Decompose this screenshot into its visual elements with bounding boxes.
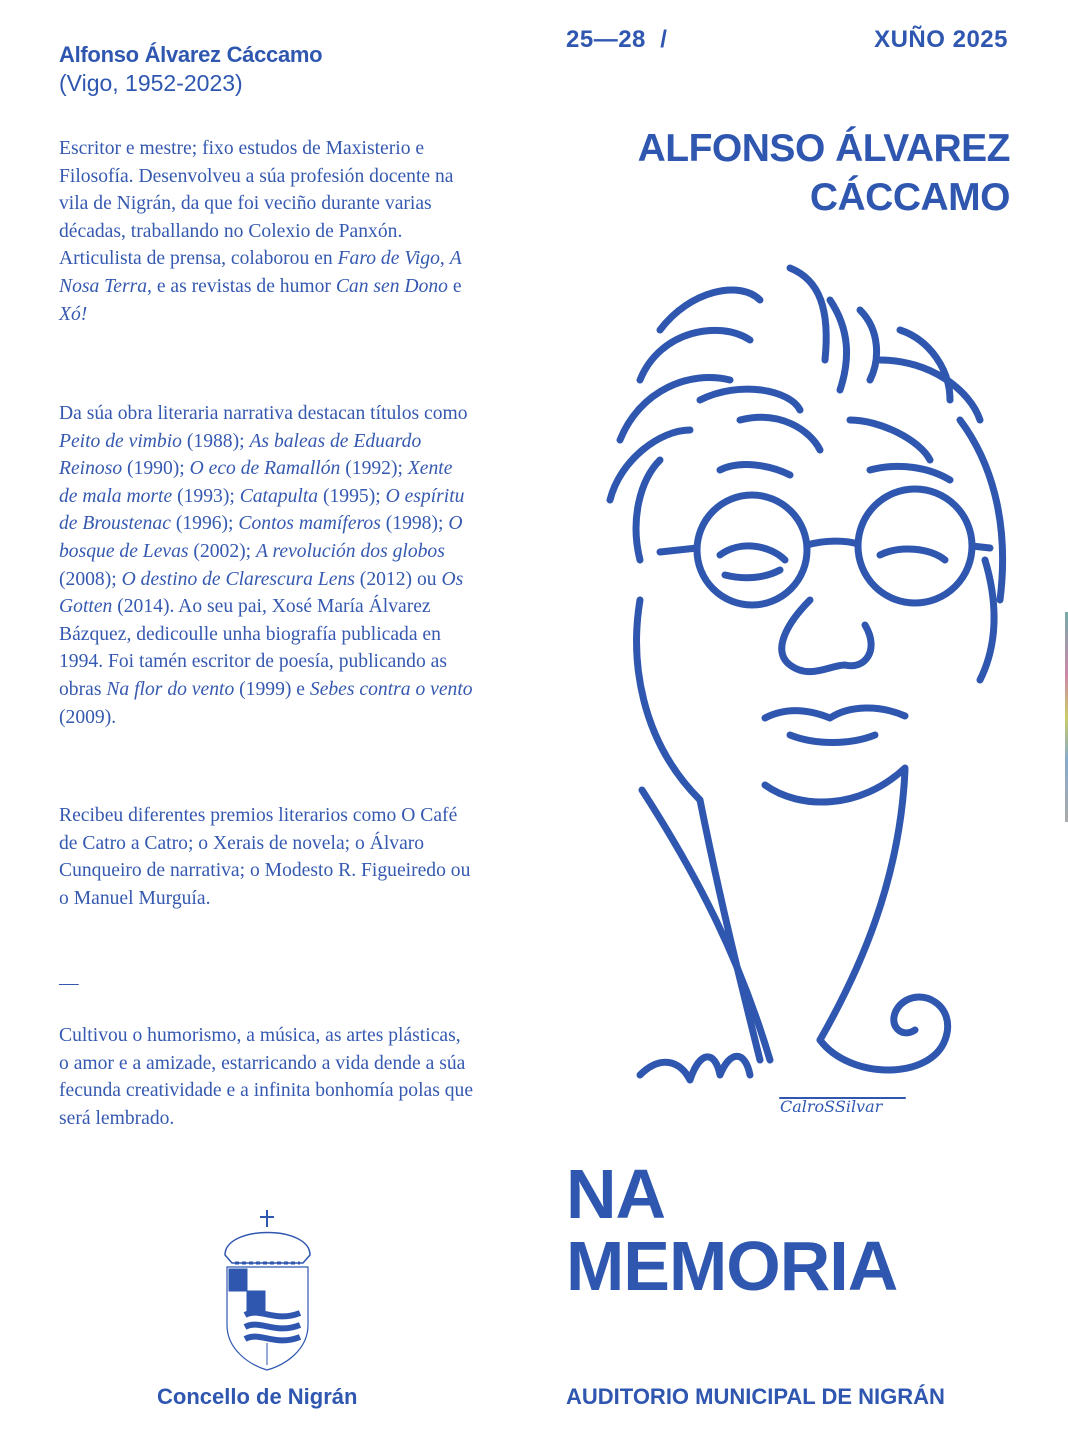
text-segment: Da súa obra literaria narrativa destacan títulos como (59, 403, 468, 424)
signature: CalroSSilvar (780, 1097, 883, 1116)
text-segment: e (447, 275, 462, 297)
title-line-2: CÁCCAMO (809, 176, 1010, 219)
work-title: Os Gotten (59, 568, 464, 618)
work-title: Catapulta (239, 485, 319, 507)
event-title (566, 1155, 898, 1305)
bio-dates: (Vigo, 1952-2023) (59, 70, 243, 96)
work-title: O bosque de Levas (59, 513, 463, 562)
work-title: Peito de vimbio (59, 430, 182, 452)
organizer-name: Concello de Nigrán (157, 1384, 358, 1409)
text-segment: Recibeu diferentes premios literarios como O Café de Catro a Catro; o Xerais de novela; o Álvaro Cunqueiro de narrativa; o Modesto R. Figueiredo ou o Manuel Murguía. (59, 805, 471, 909)
work-title: Contos mamíferos (238, 513, 381, 535)
page-title (638, 124, 1010, 222)
work-title: O espíritu de Broustenac (59, 485, 465, 535)
caricature-illustration (560, 250, 1030, 1120)
work-title: Xó! (59, 303, 88, 325)
text-segment: (1998); (380, 513, 449, 535)
text-segment: , e as revistas de humor (147, 275, 336, 297)
bio-name: Alfonso Álvarez Cáccamo (59, 42, 323, 67)
text-segment: (1999) e (234, 678, 310, 700)
text-segment: (1996); (170, 513, 239, 535)
text-segment: (2012) ou (354, 568, 442, 590)
text-segment: (2002); (188, 540, 256, 562)
event-month: XUÑO 2025 (874, 26, 1008, 53)
text-segment: (2014). Ao seu pai, Xosé María Álvarez Bázquez, dedicoulle unha biografía publicada en 1994. Foi tamén escritor de poesía, publicando as obras (59, 596, 447, 700)
work-title: Xente de mala morte (59, 458, 453, 507)
text-segment: (2008); (59, 568, 122, 590)
event-dates: 25—28 / (566, 26, 668, 53)
text-segment: Escritor e mestre; fixo estudos de Maxisterio e Filosofía. Desenvolveu a súa profesión docente na vila de Nigrán, da que foi veciño durante varias décadas, traballando no Colexio de Panxón. Articulista de prensa, colaborou en (59, 138, 454, 270)
text-segment: (1992); (340, 458, 408, 480)
event-title-line-1: NA (566, 1155, 666, 1233)
text-segment: Cultivou o humorismo, a música, as artes plásticas, o amor e a amizade, estarricando a vida dende a súa fecunda creatividade e a infinita bonhomía polas que será lembrado. (59, 1025, 474, 1129)
text-segment: , (439, 248, 450, 270)
work-title: O eco de Ramallón (189, 458, 341, 480)
work-title: Faro de Vigo (337, 248, 440, 270)
coat-of-arms-logo (215, 1205, 320, 1375)
work-title: O destino de Clarescura Lens (121, 568, 355, 590)
text-segment: (2009). (59, 706, 117, 728)
event-venue: AUDITORIO MUNICIPAL DE NIGRÁN (566, 1384, 945, 1409)
work-title: Can sen Dono (335, 275, 448, 297)
bio-paragraph (59, 135, 474, 328)
work-title: Sebes contra o vento (309, 678, 473, 700)
work-title: As baleas de Eduardo Reinoso (59, 430, 422, 480)
works-paragraph (59, 400, 474, 731)
awards-paragraph (59, 802, 474, 912)
event-title-line-2: MEMORIA (566, 1227, 898, 1305)
title-line-1: ALFONSO ÁLVAREZ (637, 127, 1010, 170)
text-segment: (1995); (318, 485, 386, 507)
text-segment: (1993); (172, 485, 240, 507)
work-title: A Nosa Terra (59, 248, 462, 297)
closing-paragraph (59, 1022, 474, 1132)
text-segment: (1990); (122, 458, 190, 480)
separator: — (59, 973, 79, 994)
work-title: Na flor do vento (106, 678, 235, 700)
work-title: A revolución dos globos (256, 540, 445, 562)
text-segment: (1988); (181, 430, 250, 452)
